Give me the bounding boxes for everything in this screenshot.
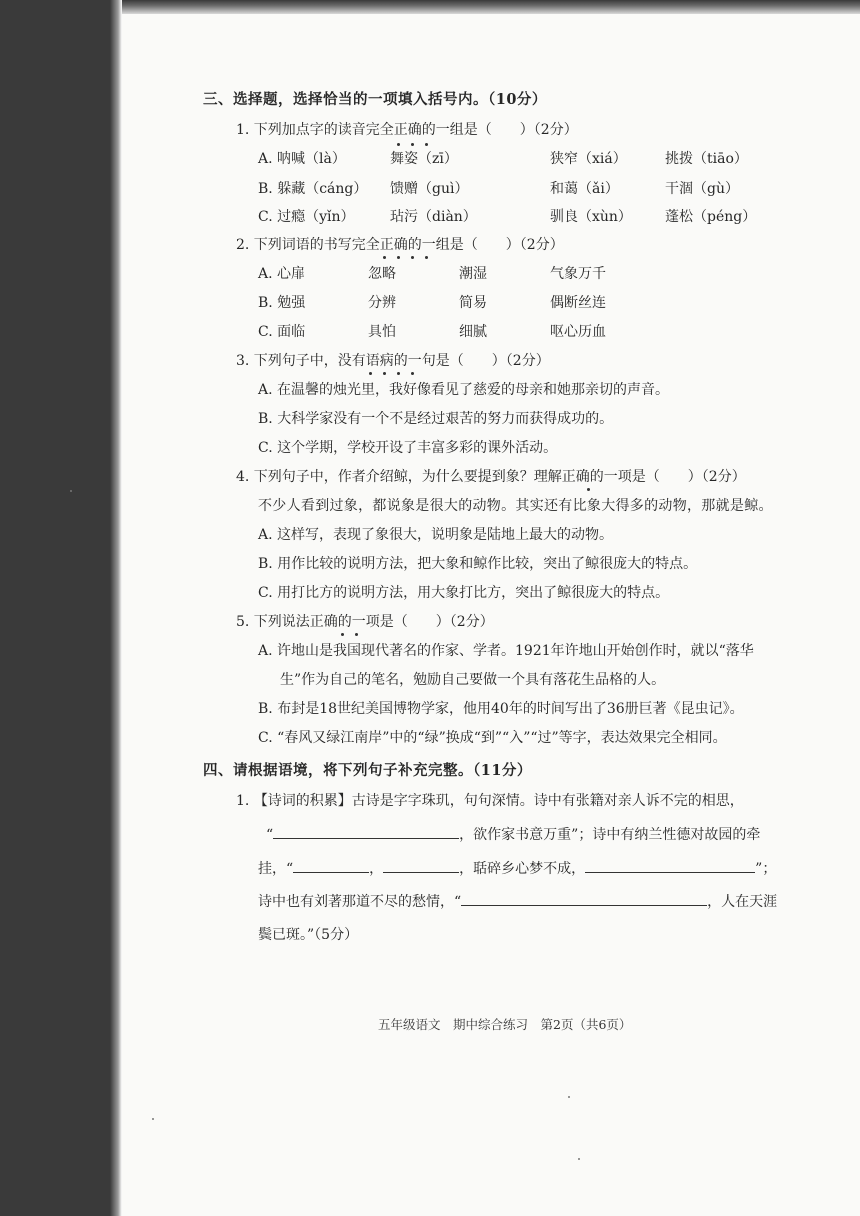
q1-row-c-col2: 玷污（diàn） [390, 209, 477, 225]
scan-speck [578, 1158, 580, 1160]
blank-3[interactable] [383, 860, 459, 873]
line3-comma: ， [369, 861, 384, 877]
q1-row-a-col3: 狭窄（xiá） [550, 151, 627, 167]
emphasis-dot [397, 372, 400, 375]
section-3-title: 三、选择题，选择恰当的一项填入括号内。（10分） [203, 91, 547, 108]
q1-row-a-col1[interactable]: A. 呐喊（là） [258, 151, 346, 167]
q4-option-c[interactable]: C. 用打比方的说明方法，用大象打比方，突出了鲸很庞大的特点。 [258, 585, 670, 601]
q3-option-b[interactable]: B. 大科学家没有一个不是经过艰苦的努力而获得成功的。 [258, 411, 614, 427]
blank-2[interactable] [293, 860, 369, 873]
q2-row-a-col3: 潮湿 [459, 266, 487, 282]
line3-end: ”； [755, 861, 777, 877]
line4-end: ，人在天涯 [707, 894, 778, 910]
scan-left-shadow [0, 0, 122, 1216]
q5-stem: 5. 下列说法正确的一项是（ ）（2分） [236, 614, 494, 630]
scan-speck [152, 1118, 154, 1120]
blank-4[interactable] [585, 860, 755, 873]
q5-option-b[interactable]: B. 布封是18世纪美国博物学家，他用40年的时间写出了36册巨著《昆虫记》。 [258, 701, 744, 717]
q2-row-b-col4: 偶断丝连 [550, 295, 606, 311]
q1-row-b-col3: 和蔼（ǎi） [550, 181, 619, 197]
q1-row-c-col4: 蓬松（péng） [665, 209, 757, 225]
emphasis-dot [425, 143, 428, 146]
q2-row-b-col1[interactable]: B. 勉强 [258, 295, 306, 311]
open-quote: “ [266, 827, 274, 843]
emphasis-dot [411, 256, 414, 259]
blank-5[interactable] [461, 893, 707, 906]
q1-row-a-col2: 舞姿（zī） [390, 151, 458, 167]
q4-option-a[interactable]: A. 这样写，表现了象很大，说明象是陆地上最大的动物。 [258, 527, 614, 543]
q2-row-b-col3: 简易 [459, 295, 487, 311]
q1-stem: 1. 下列加点字的读音完全正确的一组是（ ）（2分） [236, 122, 578, 138]
scan-speck [568, 1096, 570, 1098]
q1-row-b-col1[interactable]: B. 躲藏（cáng） [258, 181, 368, 197]
line3-start: 挂，“ [258, 861, 294, 877]
q2-row-b-col2: 分辨 [368, 295, 396, 311]
line3-mid: ，聒碎乡心梦不成， [459, 861, 586, 877]
emphasis-dot [369, 372, 372, 375]
emphasis-dot [383, 372, 386, 375]
q2-row-c-col1[interactable]: C. 面临 [258, 324, 306, 340]
s4-q1-line3 [258, 860, 776, 878]
q1-row-c-col1[interactable]: C. 过瘾（yǐn） [258, 209, 355, 225]
emphasis-dot [383, 256, 386, 259]
q4-quote: 不少人看到过象，都说象是很大的动物。其实还有比象大得多的动物，那就是鲸。 [258, 498, 773, 514]
q3-stem: 3. 下列句子中，没有语病的一句是（ ）（2分） [236, 353, 550, 369]
line4-start: 诗中也有刘著那道不尽的愁情，“ [258, 894, 462, 910]
line2-text: ，欲作家书意万重”；诗中有纳兰性德对故园的牵 [459, 827, 761, 843]
q1-row-c-col3: 驯良（xùn） [550, 209, 632, 225]
q2-row-a-col4: 气象万千 [550, 266, 606, 282]
emphasis-dot [341, 633, 344, 636]
s4-q1-line4 [258, 893, 777, 911]
blank-1[interactable] [273, 826, 459, 839]
q5-option-a-line1[interactable]: A. 许地山是我国现代著名的作家、学者。1921年许地山开始创作时，就以“落华 [258, 643, 754, 659]
emphasis-dot [397, 143, 400, 146]
q2-row-c-col4: 呕心历血 [550, 324, 606, 340]
q5-option-c[interactable]: C. “春风又绿江南岸”中的“绿”换成“到”“入”“过”等字，表达效果完全相同。 [258, 730, 727, 746]
q4-stem: 4. 下列句子中，作者介绍鲸，为什么要提到象？理解正确的一项是（ ）（2分） [236, 469, 746, 485]
s4-q1-line2 [266, 826, 760, 844]
q1-row-b-col4: 干涸（gù） [665, 181, 739, 197]
q3-option-c[interactable]: C. 这个学期，学校开设了丰富多彩的课外活动。 [258, 440, 558, 456]
emphasis-dot [355, 633, 358, 636]
emphasis-dot [587, 488, 590, 491]
emphasis-dot [411, 372, 414, 375]
scan-top-shadow [0, 0, 860, 14]
page-footer: 五年级语文 期中综合练习 第2页（共6页） [378, 1017, 632, 1032]
q2-stem: 2. 下列词语的书写完全正确的一组是（ ）（2分） [236, 237, 564, 253]
emphasis-dot [397, 256, 400, 259]
scan-speck [70, 490, 72, 492]
q2-row-a-col1[interactable]: A. 心扉 [258, 266, 306, 282]
q1-row-b-col2: 馈赠（guì） [390, 181, 469, 197]
emphasis-dot [425, 256, 428, 259]
section-4-title: 四、请根据语境，将下列句子补充完整。（11分） [203, 762, 532, 779]
emphasis-dot [411, 143, 414, 146]
q1-row-a-col4: 挑拨（tiāo） [665, 151, 748, 167]
q3-option-a[interactable]: A. 在温馨的烛光里，我好像看见了慈爱的母亲和她那亲切的声音。 [258, 382, 670, 398]
s4-q1-line5: 鬓已斑。”（5分） [258, 927, 359, 943]
s4-q1-line1: 1. 【诗词的积累】古诗是字字珠玑，句句深情。诗中有张籍对亲人诉不完的相思， [236, 793, 744, 809]
q2-row-c-col3: 细腻 [459, 324, 487, 340]
q5-option-a-line2: 生”作为自己的笔名，勉励自己要做一个具有落花生品格的人。 [280, 672, 666, 688]
q2-row-a-col2: 忽略 [368, 266, 396, 282]
q2-row-c-col2: 具怕 [368, 324, 396, 340]
q4-option-b[interactable]: B. 用作比较的说明方法，把大象和鲸作比较，突出了鲸很庞大的特点。 [258, 556, 698, 572]
